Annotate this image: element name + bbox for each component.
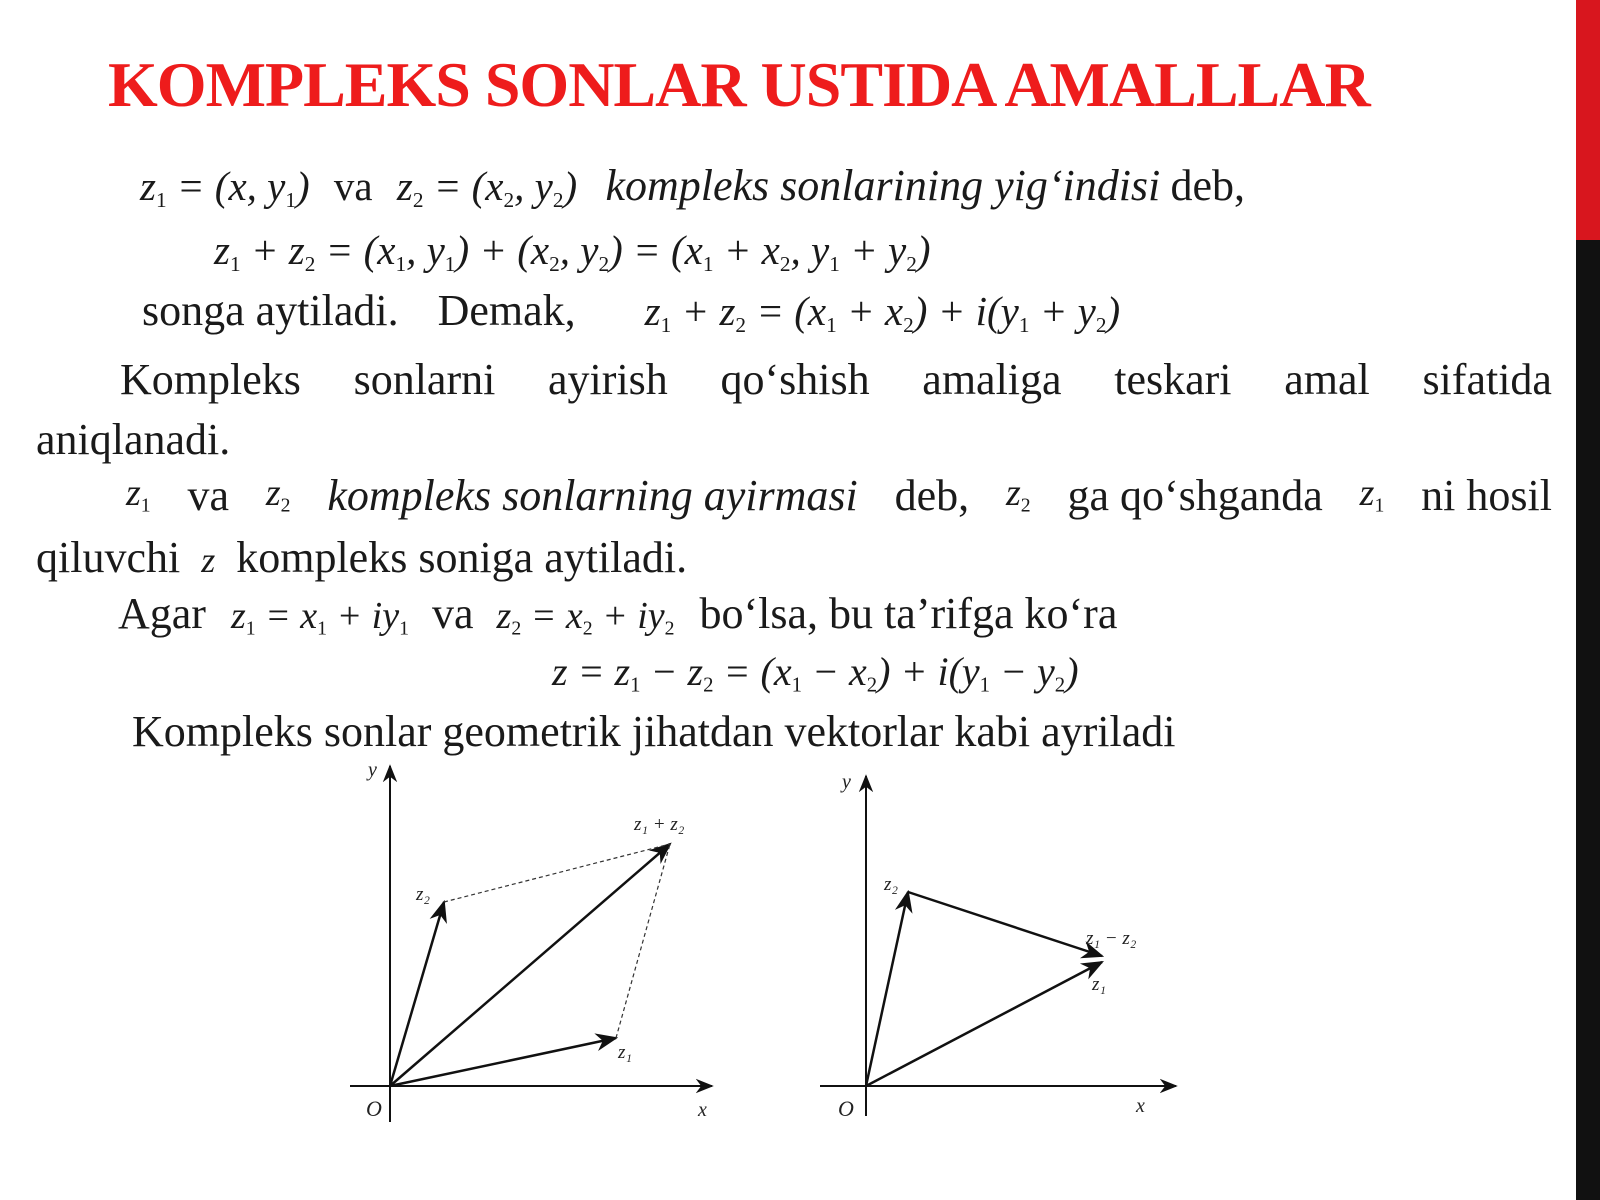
formula-z1: $z_1$ — [126, 472, 151, 517]
difference-formula: $z = z_1 - z_2 = (x_1 - x_2) + i(y_1 - y_2)$ — [552, 649, 1079, 697]
formula-z2: $z_2$ — [265, 472, 291, 517]
formula-z: z — [201, 540, 216, 580]
formula-z2-algebraic: $z_2 = x_2 + iy_2$ — [496, 595, 675, 640]
demak-text: Demak, — [437, 286, 576, 335]
z2-label: z₂ — [884, 874, 898, 895]
sum-algebraic-formula: $z_1 + z_2 = (x_1 + x_2) + i(y_1 + y_2)$ — [644, 288, 1121, 337]
word: ayirish — [548, 355, 668, 404]
word: teskari — [1114, 355, 1232, 404]
word-va: va — [333, 163, 373, 209]
parallelogram-edge — [616, 844, 670, 1038]
formula-z1-algebraic: $z_1 = x_1 + iy_1$ — [230, 595, 409, 640]
difference-definition-line2 — [36, 533, 688, 582]
origin-label: O — [366, 1096, 382, 1121]
formula-z1: $z_1$ — [1359, 472, 1385, 517]
vector-subtraction-diagram — [810, 770, 1190, 1150]
word: amaliga — [922, 355, 1062, 404]
word: sonlarni — [353, 355, 496, 404]
kompleks-soniga-text: kompleks soniga aytiladi. — [236, 533, 688, 582]
ga-qoshganda-text: ga qo‘shganda — [1067, 471, 1323, 520]
y-axis-label: y — [842, 771, 851, 793]
sum-formula: $z_1 + z_2 = (x_1$, $y_1) + (x_2$, $y_2) = (x_1 + x_2$, $y_1 + y_2$) — [214, 227, 931, 276]
z1-label: z₁ — [618, 1042, 632, 1063]
difference-vector — [908, 892, 1102, 956]
word-va: va — [187, 471, 230, 520]
sum-definition-line — [140, 161, 1246, 212]
z1-vector — [390, 1038, 616, 1086]
difference-definition-italic: kompleks sonlarning ayirmasi — [327, 471, 858, 520]
geometric-statement: Kompleks sonlar geometrik jihatdan vektorlar kabi ayriladi — [132, 707, 1176, 756]
word-va: va — [431, 589, 474, 638]
right-edge-accent — [1576, 0, 1600, 240]
sum-label: z₁ + z₂ — [634, 814, 685, 835]
word-deb: deb, — [894, 471, 970, 520]
word-deb: deb, — [1170, 161, 1246, 210]
subtraction-paragraph-line2: aniqlanadi. — [36, 415, 231, 464]
difference-label: z₁ − z₂ — [1086, 928, 1137, 949]
x-axis-label: x — [698, 1099, 707, 1121]
subtraction-paragraph-line1 — [120, 355, 1552, 404]
agar-text: Agar — [118, 589, 206, 638]
word: qo‘shish — [720, 355, 870, 404]
qiluvchi-text: qiluvchi — [36, 533, 181, 582]
z2-vector — [390, 902, 444, 1086]
ni-hosil-text: ni hosil — [1421, 471, 1552, 520]
z2-vector — [866, 892, 908, 1086]
slide-title: KOMPLEKS SONLAR USTIDA AMALLLAR — [108, 49, 1370, 120]
x-axis-label: x — [1136, 1095, 1145, 1117]
y-axis-label: y — [368, 760, 377, 781]
agar-line — [118, 589, 1118, 640]
word: amal — [1284, 355, 1370, 404]
sum-conclusion-line — [142, 286, 1121, 337]
formula-z1: $z_1 = (x$, $y_1$) — [140, 163, 310, 212]
formula-z2: $z_2 = (x_2$, $y_2$) — [396, 163, 578, 212]
vector-addition-diagram — [340, 760, 740, 1160]
bolsa-text: bo‘lsa, bu ta’rifga ko‘ra — [699, 589, 1118, 638]
difference-definition-line1 — [126, 471, 1552, 520]
origin-label: O — [838, 1096, 854, 1121]
z1-label: z₁ — [1092, 974, 1106, 995]
z2-label: z₂ — [416, 884, 430, 905]
formula-z2: $z_2$ — [1005, 472, 1031, 517]
word: sifatida — [1422, 355, 1552, 404]
songa-aytiladi-text: songa aytiladi. — [142, 286, 399, 335]
z1-vector — [866, 962, 1102, 1086]
sum-definition-italic: kompleks sonlarining yig‘indisi — [605, 161, 1161, 210]
word: Kompleks — [120, 355, 301, 404]
